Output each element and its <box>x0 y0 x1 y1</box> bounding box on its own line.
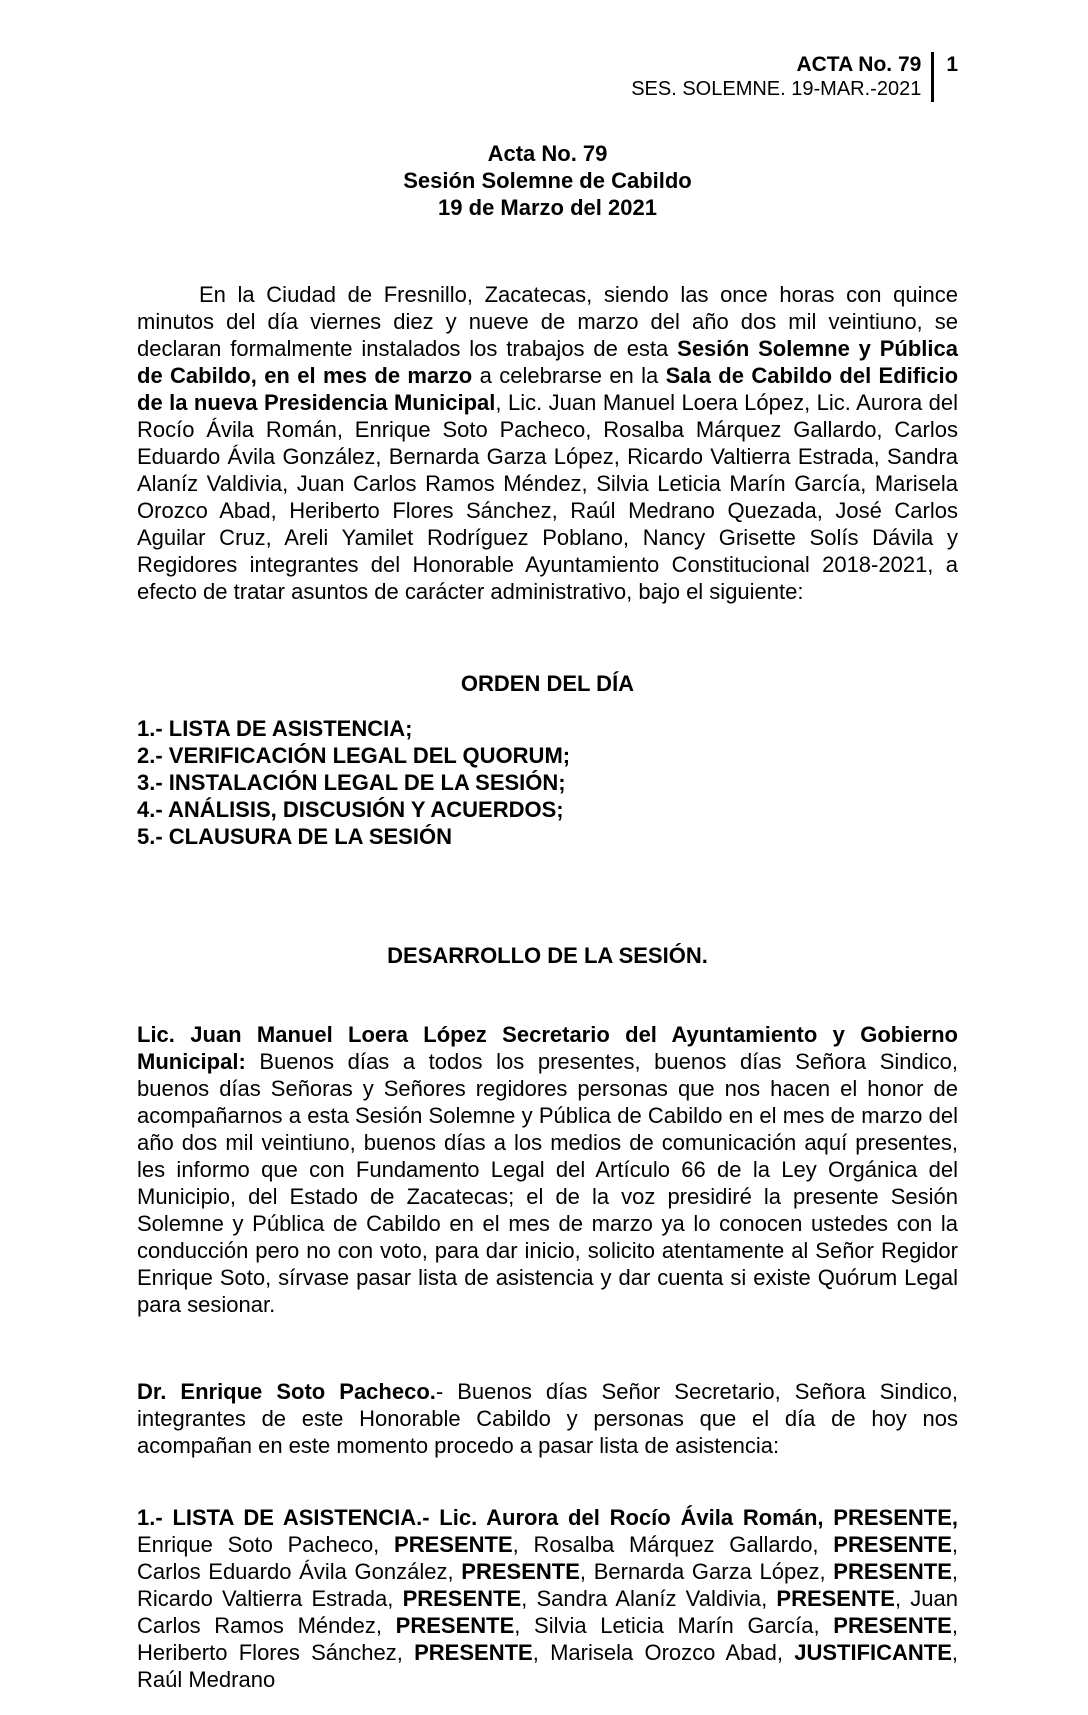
page-header <box>137 52 958 102</box>
title-date-line: 19 de Marzo del 2021 <box>438 195 657 220</box>
regidor-paragraph: Dr. Enrique Soto Pacheco.- Buenos días Señor Secretario, Señora Sindico, integrantes de este Honorable Cabildo y personas que el día de hoy nos acompañan en este momento procedo a pasar lista de asistencia: <box>137 1379 958 1458</box>
header-acta-number: ACTA No. 79 <box>796 53 922 76</box>
title-session-line: Sesión Solemne de Cabildo <box>403 168 692 193</box>
orden-item-5: 5.- CLAUSURA DE LA SESIÓN <box>137 824 452 849</box>
orden-item-2: 2.- VERIFICACIÓN LEGAL DEL QUORUM; <box>137 743 571 768</box>
orden-item-1: 1.- LISTA DE ASISTENCIA; <box>137 716 413 741</box>
document-title <box>137 140 958 221</box>
header-session-info: SES. SOLEMNE. 19-MAR.-2021 <box>631 78 922 100</box>
orden-item-3: 3.- INSTALACIÓN LEGAL DE LA SESIÓN; <box>137 770 566 795</box>
orden-del-dia-list <box>137 715 958 850</box>
desarrollo-heading: DESARROLLO DE LA SESIÓN. <box>387 943 708 968</box>
title-acta-line: Acta No. 79 <box>487 141 608 166</box>
header-text-block <box>631 52 931 102</box>
orden-del-dia-heading: ORDEN DEL DÍA <box>460 671 635 696</box>
orden-item-4: 4.- ANÁLISIS, DISCUSIÓN Y ACUERDOS; <box>137 797 564 822</box>
asistencia-paragraph: 1.- LISTA DE ASISTENCIA.- Lic. Aurora del Rocío Ávila Román, PRESENTE, Enrique Soto Pacheco, PRESENTE, Rosalba Márquez Gallardo, PRESENTE, Carlos Eduardo Ávila González, PRESENTE, Bernarda Garza López, PRESENTE, Ricardo Valtierra Estrada, PRESENTE, Sandra Alaníz Valdivia, PRESENTE, Juan Carlos Ramos Méndez, PRESENTE, Silvia Leticia Marín García, PRESENTE, Heriberto Flores Sánchez, PRESENTE, Marisela Orozco Abad, JUSTIFICANTE, Raúl Medrano <box>137 1505 959 1692</box>
intro-paragraph: En la Ciudad de Fresnillo, Zacatecas, siendo las once horas con quince minutos del día viernes diez y nueve de marzo del año dos mil veintiuno, se declaran formalmente instalados los trabajos de esta Sesión Solemne y Pública de Cabildo, en el mes de marzo a celebrarse en la Sala de Cabildo del Edificio de la nueva Presidencia Municipal, Lic. Juan Manuel Loera López, Lic. Aurora del Rocío Ávila Román, Enrique Soto Pacheco, Rosalba Márquez Gallardo, Carlos Eduardo Ávila González, Bernarda Garza López, Ricardo Valtierra Estrada, Sandra Alaníz Valdivia, Juan Carlos Ramos Méndez, Silvia Leticia Marín García, Marisela Orozco Abad, Heriberto Flores Sánchez, Raúl Medrano Quezada, José Carlos Aguilar Cruz, Areli Yamilet Rodríguez Poblano, Nancy Grisette Solís Dávila y Regidores integrantes del Honorable Ayuntamiento Constitucional 2018-2021, a efecto de tratar asuntos de carácter administrativo, bajo el siguiente: <box>137 282 959 604</box>
secretario-paragraph: Lic. Juan Manuel Loera López Secretario del Ayuntamiento y Gobierno Municipal: Buenos días a todos los presentes, buenos días Señora Sindico, buenos días Señoras y Señores regidores personas que nos hacen el honor de acompañarnos a esta Sesión Solemne y Pública de Cabildo en el mes de marzo del año dos mil veintiuno, buenos días a los medios de comunicación aquí presentes, les informo que con Fundamento Legal del Artículo 66 de la Ley Orgánica del Municipio, del Estado de Zacatecas; el de la voz presidiré la presente Sesión Solemne y Pública de Cabildo en el mes de marzo ya lo conocen ustedes con la conducción pero no con voto, para dar inicio, solicito atentamente al Señor Regidor Enrique Soto, sírvase pasar lista de asistencia y dar cuenta si existe Quórum Legal para sesionar. <box>137 1022 958 1317</box>
page-number: 1 <box>946 53 958 76</box>
